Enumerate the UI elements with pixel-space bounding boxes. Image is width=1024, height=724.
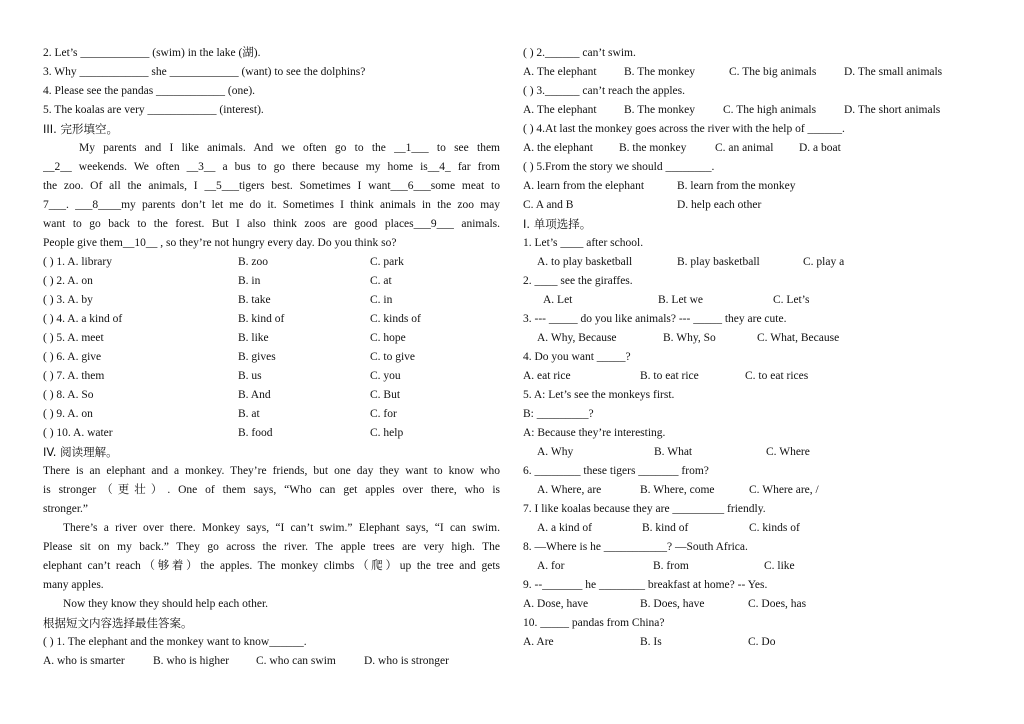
option-a: ( ) 7. A. them: [43, 370, 105, 382]
cloze-line: the zoo. Of all the animals, I __5___tigers best. Sometimes I want___6___some meat to: [43, 180, 500, 192]
reading-question-3: ( ) 3.______ can’t reach the apples.: [523, 85, 686, 97]
option-b: B. Let we: [658, 294, 704, 306]
mc-question: 9. --_______ he ________ breakfast at home? -- Yes.: [523, 579, 768, 591]
left-column: [43, 44, 500, 671]
option-a: ( ) 9. A. on: [43, 408, 93, 420]
mc-options: [523, 329, 963, 348]
reading-question-1: ( ) 1. The elephant and the monkey want to know______.: [43, 636, 307, 648]
mc-question: 5. A: Let’s see the monkeys first.: [523, 389, 675, 401]
reading-question-5: ( ) 5.From the story we should ________.: [523, 161, 715, 173]
reading-line: There’s a river over there. Monkey says, “I can’t swim.” Elephant says, “I can swim.: [63, 522, 500, 534]
fill-item-5: 5. The koalas are very ____________ (interest).: [43, 104, 264, 116]
option-b: B. like: [238, 332, 269, 344]
option-b: B. learn from the monkey: [677, 180, 796, 192]
option-a: ( ) 6. A. give: [43, 351, 102, 363]
option-c: C. What, Because: [757, 332, 840, 344]
option-a: A. Why, Because: [537, 332, 617, 344]
cloze-options: [43, 253, 500, 443]
mc-question: 8. —Where is he ___________? —South Africa.: [523, 541, 748, 553]
fill-item-3: 3. Why ____________ she ____________ (want) to see the dolphins?: [43, 66, 366, 78]
option-c: C. But: [370, 389, 401, 401]
reading-line: elephant can’t reach（够着）the apples. The monkey climbs（爬）up the tree and gets: [43, 560, 500, 572]
option-b: B. The monkey: [624, 104, 696, 116]
mc-options: [523, 519, 963, 538]
reading-line: Now they know they should help each other.: [63, 598, 269, 610]
option-b: B. in: [238, 275, 261, 287]
cloze-passage: [43, 139, 500, 253]
reading-heading: IV. 阅读理解。: [43, 445, 118, 459]
cloze-option-row: [43, 329, 500, 348]
option-a: A. Dose, have: [523, 598, 589, 610]
reading-line: is stronger（更壮）. One of them says, “Who can get apples over there, who is: [43, 484, 500, 496]
cloze-option-row: [43, 272, 500, 291]
mc-options: [523, 481, 963, 500]
option-d: D. The small animals: [844, 66, 943, 78]
reading-instruction: 根据短文内容选择最佳答案。: [43, 616, 193, 630]
option-c: C. who can swim: [256, 655, 336, 667]
option-a: A. a kind of: [537, 522, 592, 534]
reading-passage: [43, 462, 500, 614]
option-b: B. take: [238, 294, 271, 306]
option-d: D. help each other: [677, 199, 762, 211]
option-c: C. play a: [803, 256, 845, 268]
mc-options: [523, 595, 963, 614]
cloze-option-row: [43, 253, 500, 272]
option-c: C. kinds of: [749, 522, 800, 534]
mc-options: [523, 557, 963, 576]
reading-question-5-options: [523, 177, 963, 196]
option-d: D. who is stronger: [364, 655, 449, 667]
right-column: [523, 44, 963, 652]
option-a: A. learn from the elephant: [523, 180, 645, 192]
option-a: ( ) 2. A. on: [43, 275, 93, 287]
option-b: B. kind of: [642, 522, 689, 534]
option-a: ( ) 3. A. by: [43, 294, 93, 306]
option-b: B. Does, have: [640, 598, 705, 610]
option-b: B. Is: [640, 636, 662, 648]
choice-heading: I. 单项选择。: [523, 217, 592, 231]
option-a: A. for: [537, 560, 565, 572]
option-a: A. eat rice: [523, 370, 571, 382]
option-a: A. Why: [537, 446, 574, 458]
fill-item-4: 4. Please see the pandas ____________ (one).: [43, 85, 256, 97]
option-b: B. What: [654, 446, 693, 458]
option-b: B. kind of: [238, 313, 285, 325]
option-c: C. Do: [748, 636, 776, 648]
mc-question: 7. I like koalas because they are _________ friendly.: [523, 503, 766, 515]
option-b: B. us: [238, 370, 262, 382]
option-d: D. The short animals: [844, 104, 941, 116]
option-c: C. Does, has: [748, 598, 807, 610]
option-a: ( ) 8. A. So: [43, 389, 94, 401]
option-d: D. a boat: [799, 142, 841, 154]
mc-question: 10. _____ pandas from China?: [523, 617, 665, 629]
mc-options: [523, 291, 963, 310]
option-b: B. Why, So: [663, 332, 716, 344]
cloze-line: 7___. ___8____my parents don’t let me do it. Sometimes I think animals in the zoo may: [43, 199, 500, 211]
option-c: C. hope: [370, 332, 406, 344]
option-c: C. for: [370, 408, 397, 420]
mc-question: 2. ____ see the giraffes.: [523, 275, 633, 287]
mc-question: 3. --- _____ do you like animals? --- _____ they are cute.: [523, 313, 787, 325]
option-b: B. at: [238, 408, 260, 420]
option-c: C. park: [370, 256, 404, 268]
option-a: A. the elephant: [523, 142, 593, 154]
mc-question: B: _________?: [523, 408, 594, 420]
option-c: C. in: [370, 294, 393, 306]
option-b: B. gives: [238, 351, 276, 363]
mc-question: A: Because they’re interesting.: [523, 427, 666, 439]
option-b: B. food: [238, 427, 273, 439]
reading-line: stronger.”: [43, 503, 89, 515]
option-b: B. who is higher: [153, 655, 230, 667]
mc-options: [523, 443, 963, 462]
option-c: C. to give: [370, 351, 416, 363]
mc-question: 6. ________ these tigers _______ from?: [523, 465, 709, 477]
option-c: C. A and B: [523, 199, 574, 211]
reading-line: Please sit on my back.” They go across the river. The apple trees are very high. The: [43, 541, 500, 553]
reading-line: many apples.: [43, 579, 104, 591]
cloze-heading: III. 完形填空。: [43, 122, 118, 136]
option-c: C. like: [764, 560, 795, 572]
cloze-option-row: [43, 424, 500, 443]
cloze-option-row: [43, 405, 500, 424]
option-c: C. Let’s: [773, 294, 810, 306]
mc-options: [523, 367, 963, 386]
option-c: C. kinds of: [370, 313, 421, 325]
cloze-line: __2__ weekends. We often __3__ a bus to go there because my home is__4_ far from: [43, 161, 500, 173]
option-c: C. you: [370, 370, 401, 382]
option-b: B. to eat rice: [640, 370, 699, 382]
mc-question: 1. Let’s ____ after school.: [523, 237, 644, 249]
option-a: ( ) 5. A. meet: [43, 332, 104, 344]
option-c: C. The big animals: [729, 66, 817, 78]
reading-question-3-options: [523, 101, 963, 120]
reading-question-4-options: [523, 139, 963, 158]
fill-item-2: 2. Let’s ____________ (swim) in the lake (湖).: [43, 47, 261, 59]
reading-question-4: ( ) 4.At last the monkey goes across the river with the help of ______.: [523, 123, 845, 135]
option-b: B. The monkey: [624, 66, 696, 78]
cloze-option-row: [43, 367, 500, 386]
option-c: C. at: [370, 275, 392, 287]
option-a: ( ) 1. A. library: [43, 256, 112, 268]
option-a: ( ) 10. A. water: [43, 427, 113, 439]
option-c: C. help: [370, 427, 404, 439]
option-a: A. Where, are: [537, 484, 602, 496]
option-b: B. from: [653, 560, 689, 572]
cloze-option-row: [43, 348, 500, 367]
cloze-option-row: [43, 386, 500, 405]
option-c: C. Where are, /: [749, 484, 819, 496]
option-a: A. The elephant: [523, 66, 597, 78]
cloze-line: People give them__10__ , so they’re not hungry every day. Do you think so?: [43, 237, 397, 249]
option-c: C. to eat rices: [745, 370, 809, 382]
reading-question-1-options: [43, 652, 500, 671]
reading-question-2-options: [523, 63, 963, 82]
option-b: B. the monkey: [619, 142, 687, 154]
option-c: C. The high animals: [723, 104, 817, 116]
cloze-option-row: [43, 291, 500, 310]
option-b: B. zoo: [238, 256, 269, 268]
option-a: A. who is smarter: [43, 655, 125, 667]
option-a: A. Are: [523, 636, 554, 648]
reading-question-5-options: [523, 196, 963, 215]
mc-options: [523, 253, 963, 272]
option-b: B. Where, come: [640, 484, 715, 496]
cloze-line: want to go back to the forest. But I also think zoos are good places___9___ animals.: [43, 218, 500, 230]
cloze-option-row: [43, 310, 500, 329]
option-b: B. play basketball: [677, 256, 760, 268]
option-a: ( ) 4. A. a kind of: [43, 313, 123, 325]
reading-question-2: ( ) 2.______ can’t swim.: [523, 47, 636, 59]
mc-question: 4. Do you want _____?: [523, 351, 631, 363]
option-c: C. an animal: [715, 142, 774, 154]
option-c: C. Where: [766, 446, 810, 458]
option-a: A. The elephant: [523, 104, 597, 116]
reading-line: There is an elephant and a monkey. They’re friends, but one day they want to know who: [43, 465, 500, 477]
option-b: B. And: [238, 389, 271, 401]
option-a: A. Let: [543, 294, 573, 306]
option-a: A. to play basketball: [537, 256, 633, 268]
mc-options: [523, 633, 963, 652]
cloze-line: My parents and I like animals. And we often go to the __1___ to see them: [79, 142, 500, 154]
